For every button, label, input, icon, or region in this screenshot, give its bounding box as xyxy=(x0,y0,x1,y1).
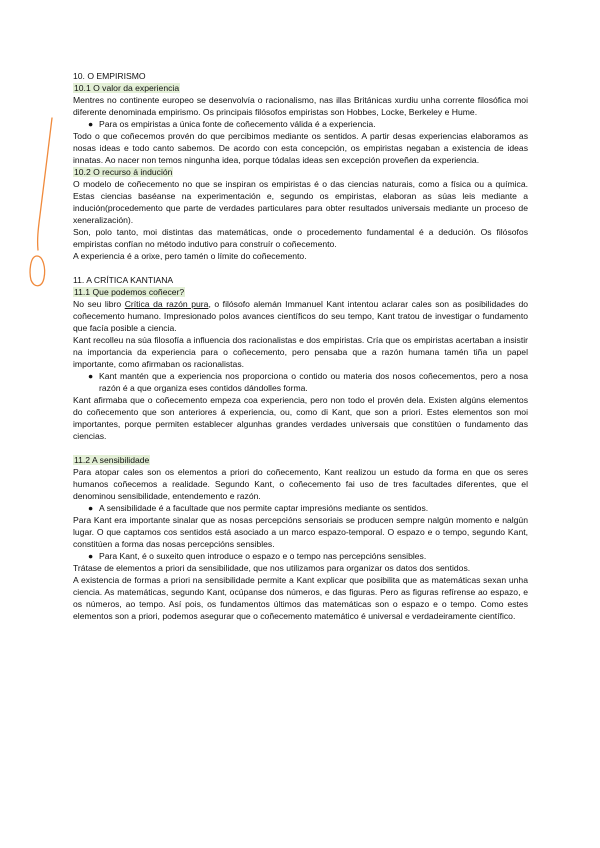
paragraph: Kant afirmaba que o coñecemento empeza coa experiencia, pero non todo el provén dela. Existen algúns elementos do coñecemento que son anteriores á experiencia, ou, como di Kant, que son a priori. Estes elementos son moi importantes, porque permiten establecer algunhas grandes verdades universais que constitúen o fundamento das ciencias. xyxy=(73,395,528,441)
list-item: ● Kant mantén que a experiencia nos proporciona o contido ou materia dos nosos coñecementos, pero a nosa razón é a que organiza eses contidos dándolles forma. xyxy=(88,371,528,393)
subsection-title-que-podemos-conecer: 11.1 Que podemos coñecer? xyxy=(74,287,185,297)
bullet-list xyxy=(73,118,528,130)
paragraph: O modelo de coñecemento no que se inspiran os empiristas é o das ciencias naturais, como a física ou a química. Estas ciencias baséanse na experimentación e, segundo os empiristas, elaboran as súas leis mediante a indución(procedemento que parte de verdades particulares para obter resultados universais mediante un proceso de xeneralización). xyxy=(73,179,528,225)
paragraph: Kant recolleu na súa filosofía a influencia dos racionalistas e dos empiristas. Cría que os empiristas acertaban a insistir na importancia da experiencia para o coñecemento, pero pensaba que a razón humana tamén tiña un papel importante, como afirmaban os racionalistas. xyxy=(73,335,528,369)
paragraph: A existencia de formas a priori na sensibilidade permite a Kant explicar que posibilita que as matemáticas sexan unha ciencia. As matemáticas, segundo Kant, ocúpanse dos números, e das figuras. Pero as figuras refírense ao espazo, e os números, ao tempo. Así pois, os fundamentos últimos das matemáticas son o espazo e o tempo. Como estes elementos son a priori, podemos asegurar que o coñecemento matemático é universal e verdadeiramente científico. xyxy=(73,575,528,621)
paragraph: No seu libro Crítica da razón pura, o filósofo alemán Immanuel Kant intentou aclarar cales son as posibilidades do coñecemento humano. Impresionado polos avances científicos do seu tempo, Kant tratou de investigar o fundamento que facía posible a ciencia. xyxy=(73,299,529,333)
document-page xyxy=(73,70,528,622)
list-item: ● Para Kant, é o suxeito quen introduce o espazo e o tempo nas percepcións sensibles. xyxy=(88,551,427,561)
bullet-list xyxy=(73,550,528,562)
paragraph: Son, polo tanto, moi distintas das matemáticas, onde o procedemento fundamental é a dedución. Os filósofos empiristas confían no método indutivo para construír o coñecemento. xyxy=(73,227,528,249)
paragraph: Para atopar cales son os elementos a priori do coñecemento, Kant realizou un estudo da forma en que os seres humanos coñecemos a realidade. Segundo Kant, o coñecemento fai uso de tres facultades diferentes, que el denominou sensibilidade, entendemento e razón. xyxy=(73,467,528,501)
subsection-title-recurso-inducion: 10.2 O recurso á indución xyxy=(74,167,173,177)
subsection-title-sensibilidade: 11.2 A sensibilidade xyxy=(74,455,150,465)
bullet-list xyxy=(73,502,528,514)
paragraph: Mentres no continente europeo se desenvolvía o racionalismo, nas illas Británicas xurdiu unha corrente filosófica moi diferente denominada empirismo. Os principais filósofos empiristas son Hobbes, Locke, Berkeley e Hume. xyxy=(73,95,528,117)
section-title-empirismo: 10. O EMPIRISMO xyxy=(73,71,146,81)
paragraph: Todo o que coñecemos provén do que percibimos mediante os sentidos. A partir desas experiencias elaboramos as nosas ideas e todo canto sabemos. De acordo con esta concepción, os empiristas negaban a existencia de ideas innatas. Ao nacer non temos ningunha idea, porque tódalas ideas sen excepción proveñen da experiencia. xyxy=(73,131,528,165)
bullet-list xyxy=(73,370,528,394)
paragraph: A experiencia é a orixe, pero tamén o límite do coñecemento. xyxy=(73,251,307,261)
book-title: Crítica da razón pura xyxy=(124,299,209,309)
list-item: ● A sensibilidade é a facultade que nos permite captar impresións mediante os sentidos. xyxy=(88,503,429,513)
paragraph: Para Kant era importante sinalar que as nosas percepcións sensoriais se producen sempre nalgún momento e nalgún lugar. O que captamos cos sentidos está asociado a un marco espazo-temporal. O espazo e o tempo, segundo Kant, constitúen a forma das nosas percepcións sensibles. xyxy=(73,515,528,549)
section-title-critica-kantiana: 11. A CRÍTICA KANTIANA xyxy=(73,275,174,285)
paragraph: Trátase de elementos a priori da sensibilidade, que nos utilizamos para organizar os datos dos sentidos. xyxy=(73,563,471,573)
subsection-title-valor-experiencia: 10.1 O valor da experiencia xyxy=(74,83,180,93)
list-item: ● Para os empiristas a única fonte de coñecemento válida é a experiencia. xyxy=(88,119,376,129)
